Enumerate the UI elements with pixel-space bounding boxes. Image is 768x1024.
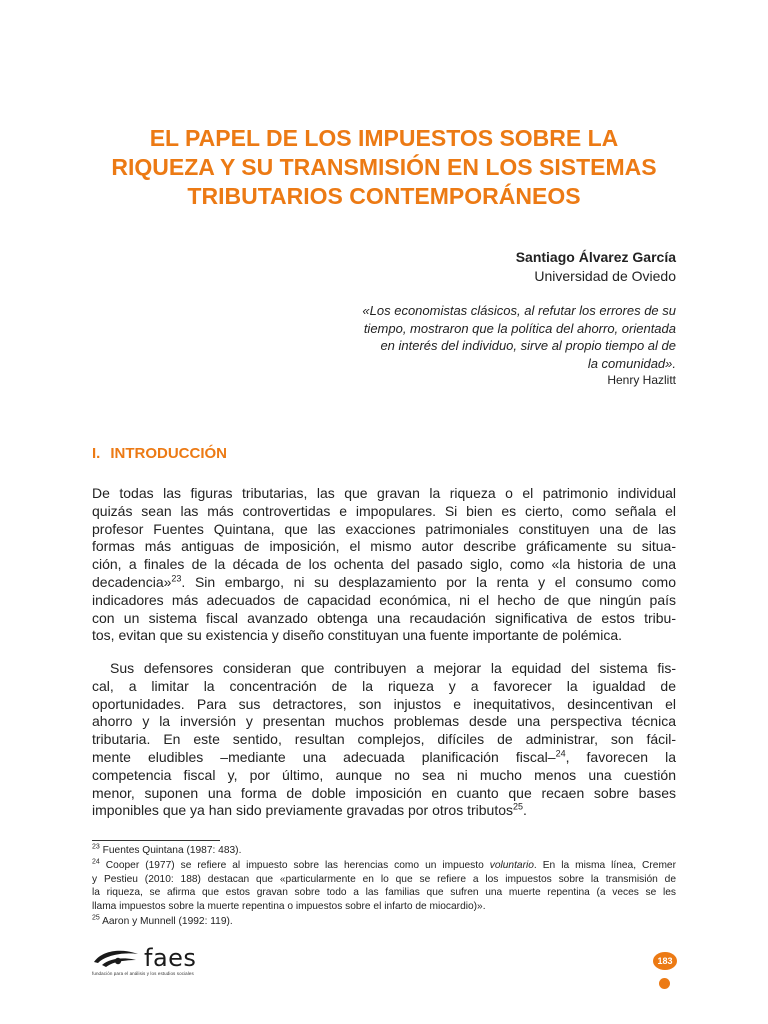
footnote-ref-25[interactable]: 25 <box>513 801 524 812</box>
page-dot-ornament <box>659 978 670 989</box>
paragraph-line: ahorro y la inversión y presentan muchos problemas desde una perspectiva técnica <box>92 713 676 730</box>
footnote-line: llama impuestos sobre la muerte repentina o impuestos sobre el infarto de miocardio)». <box>92 900 486 912</box>
paragraph-line: tos, evitan que su existencia y diseño constituyan una fuente importante de polémica. <box>92 627 622 644</box>
faes-logo <box>92 946 212 980</box>
text-run: imponibles que ya han sido previamente gravadas por otros tributos <box>92 802 514 819</box>
footnote-25 <box>92 915 676 928</box>
paragraph-line: ción, a finales de la década de los ochenta del pasado siglo, como «la historia de una <box>92 556 676 573</box>
title-line: TRIBUTARIOS CONTEMPORÁNEOS <box>187 183 581 209</box>
epigraph-quote <box>316 302 676 372</box>
footnote-line <box>92 859 676 872</box>
text-run: . En la misma línea, Cremer <box>533 860 676 872</box>
paragraph-line: quizás sean las más controvertidas e impopulares. Si bien es cierto, como señala el <box>92 502 676 519</box>
paragraph-introduction-2 <box>92 660 676 820</box>
epigraph-line: en interés del individuo, sirve al propio tiempo al de <box>380 338 676 353</box>
text-run: . <box>523 802 527 819</box>
footnote-line: la riqueza, se afirma que estos gravan sobre todo a las familias que sufren una muerte repentina (a veces se les <box>92 887 676 899</box>
paragraph-line <box>92 749 676 767</box>
epigraph-author: Henry Hazlitt <box>607 373 676 387</box>
epigraph-line: la comunidad». <box>587 355 676 371</box>
footnote-line: y Pestieu (2010: 188) destacan que «particularmente en lo que se refiere a los impuestos sobre la transmisión de <box>92 873 676 885</box>
text-run: decadencia» <box>92 573 172 590</box>
footnote-24 <box>92 859 676 913</box>
footnote-number: 25 <box>92 914 100 922</box>
text-run: Cooper (1977) se refiere al impuesto sobre las herencias como un impuesto <box>105 860 490 872</box>
footnote-text: Aaron y Munnell (1992: 119). <box>102 916 233 928</box>
text-run: mente eludibles –mediante una adecuada planificación fiscal– <box>92 748 556 765</box>
page-title <box>60 124 708 211</box>
logo-wordmark: faes <box>144 944 197 972</box>
text-run: . Sin embargo, ni su desplazamiento por la renta y el consumo como <box>181 573 676 590</box>
paragraph-line: tributaria. En este sentido, resultan complejos, difíciles de administrar, son fácil- <box>92 731 676 748</box>
footnote-ref-24[interactable]: 24 <box>555 748 566 759</box>
title-line: RIQUEZA Y SU TRANSMISIÓN EN LOS SISTEMAS <box>111 154 657 180</box>
paragraph-line: De todas las figuras tributarias, las que gravan la riqueza o el patrimonio individual <box>92 485 676 501</box>
paragraph-line: indicadores más adecuados de capacidad económica, ni el hecho de que ningún país <box>92 591 676 608</box>
paragraph-line: con un sistema fiscal avanzado obtenga una recaudación significativa de estos tribu- <box>92 609 676 626</box>
paragraph-introduction-1 <box>92 485 676 645</box>
paragraph-line <box>92 574 676 592</box>
footnote-number: 23 <box>92 843 100 851</box>
author-institution: Universidad de Oviedo <box>534 268 676 284</box>
logo-tagline: fundación para el análisis y los estudios sociales <box>92 971 194 976</box>
footnote-23 <box>92 844 676 857</box>
text-run: , favorecen la <box>565 748 676 765</box>
author-block <box>516 248 676 286</box>
page-number: 183 <box>653 952 677 970</box>
faes-swoosh-icon <box>92 946 142 972</box>
section-title: INTRODUCCIÓN <box>110 445 228 462</box>
footnotes <box>92 844 676 930</box>
epigraph-line: tiempo, mostraron que la política del ahorro, orientada <box>363 320 676 336</box>
footnote-number: 24 <box>92 859 100 867</box>
paragraph-line: Sus defensores consideran que contribuyen a mejorar la equidad del sistema fis- <box>110 660 676 676</box>
section-heading <box>92 445 227 463</box>
paragraph-line: profesor Fuentes Quintana, que las exacciones patrimoniales constituyen una de las <box>92 520 676 537</box>
paragraph-line: oportunidades. Para sus detractores, son injustos e inequitativos, desincentivan el <box>92 695 676 712</box>
emphasis-text: voluntario <box>489 860 534 872</box>
footnote-divider <box>92 840 220 841</box>
paragraph-line: formas más antiguas de imposición, el mismo autor describe gráficamente su situa- <box>92 538 676 555</box>
footnote-text: Fuentes Quintana (1987: 483). <box>102 845 242 856</box>
epigraph-line: «Los economistas clásicos, al refutar los errores de su <box>362 303 676 318</box>
paragraph-line: competencia fiscal y, por último, aunque no sea ni mucho menos una cuestión <box>92 766 676 783</box>
title-line: EL PAPEL DE LOS IMPUESTOS SOBRE LA <box>149 125 619 151</box>
footnote-ref-23[interactable]: 23 <box>171 573 182 584</box>
paragraph-line <box>92 802 676 820</box>
paragraph-line: menor, suponen una forma de doble imposición en cuanto que recaen sobre bases <box>92 784 676 801</box>
paragraph-line: cal, a limitar la concentración de la riqueza y a favorecer la igualdad de <box>92 677 676 694</box>
author-name: Santiago Álvarez García <box>515 249 676 265</box>
section-number: I. <box>92 445 101 462</box>
